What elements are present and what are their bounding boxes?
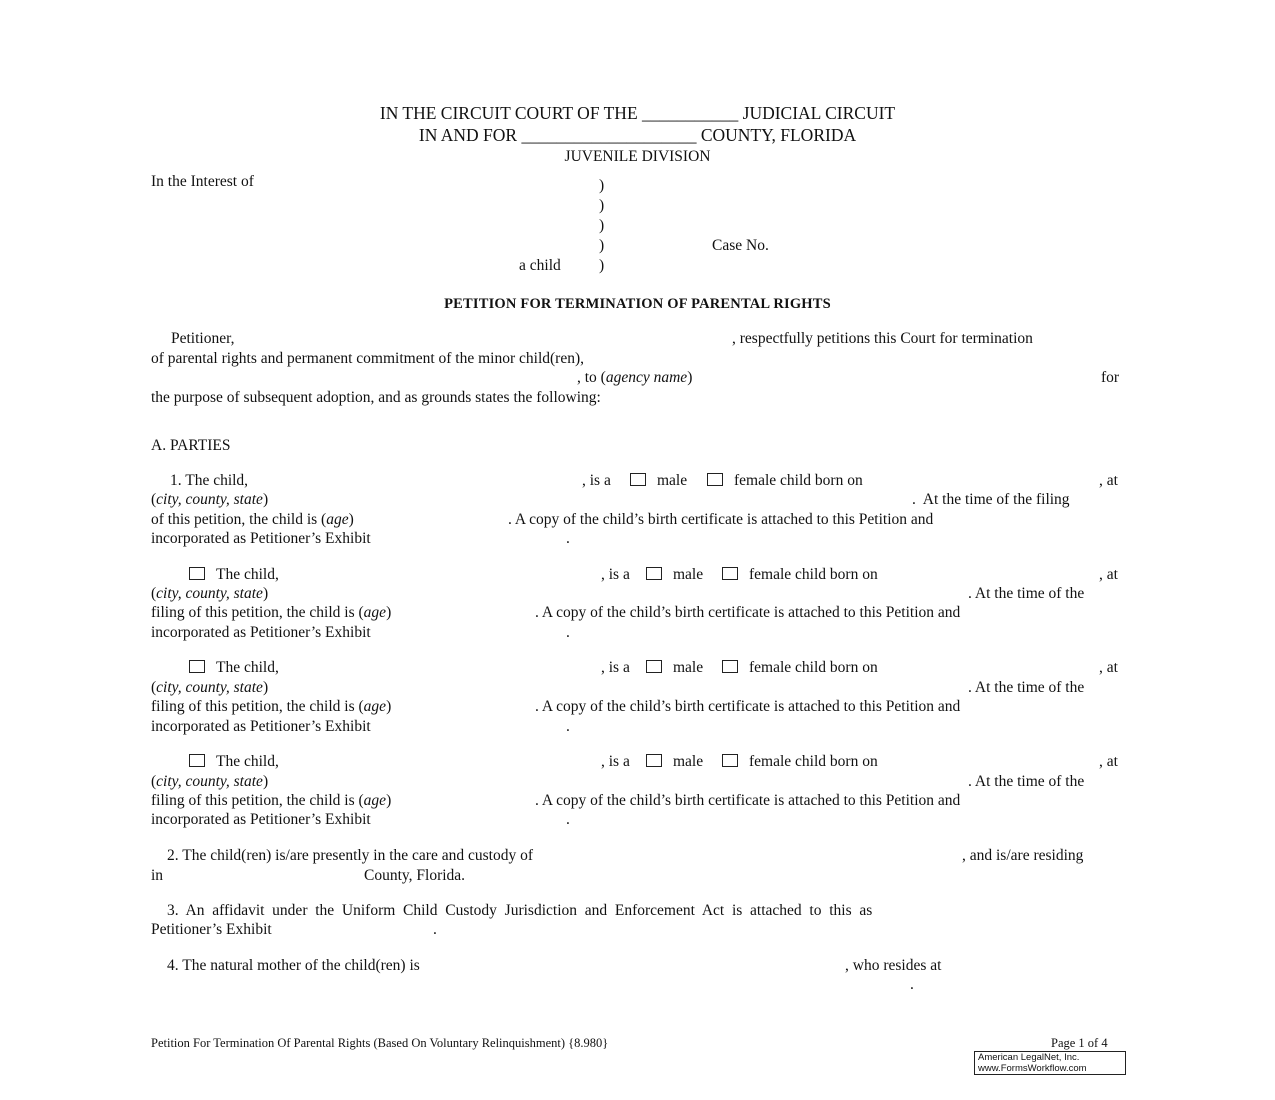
court-header-line1: IN THE CIRCUIT COURT OF THE ___________ JUDICIAL CIRCUIT — [379, 103, 896, 123]
child2-incorporated: incorporated as Petitioner’s Exhibit — [151, 624, 371, 641]
child4-checkbox[interactable] — [189, 754, 205, 767]
child4-male-label: male — [673, 753, 704, 770]
child4-at: , at — [1099, 753, 1118, 770]
child4-female-label: female child born on — [749, 753, 878, 770]
child3-at-time: . At the time of the — [968, 679, 1085, 696]
caption-paren: ) — [599, 237, 605, 254]
child3-checkbox[interactable] — [189, 660, 205, 673]
child2-copy: . A copy of the child’s birth certificate is attached to this Petition and — [535, 604, 961, 621]
in-interest-of: In the Interest of — [151, 173, 254, 190]
caption-paren: ) — [599, 257, 605, 274]
child4-copy: . A copy of the child’s birth certificate is attached to this Petition and — [535, 792, 961, 809]
intro-line4: the purpose of subsequent adoption, and as grounds states the following: — [151, 389, 601, 406]
child1-male-checkbox[interactable] — [630, 473, 646, 486]
court-header-line2: IN AND FOR ____________________ COUNTY, FLORIDA — [418, 125, 857, 145]
for-word: for — [1101, 369, 1120, 386]
case-number-label: Case No. — [712, 237, 769, 254]
item2-residing: , and is/are residing — [962, 847, 1084, 864]
americanlegalnet-logo — [974, 1051, 1126, 1075]
child3-male-label: male — [673, 659, 704, 676]
child1-female-label: female child born on — [734, 472, 863, 489]
logo-line1: American LegalNet, Inc. — [978, 1052, 1080, 1063]
child1-female-checkbox[interactable] — [707, 473, 723, 486]
child1-at: , at — [1099, 472, 1118, 489]
section-a-heading: A. PARTIES — [151, 437, 231, 454]
child3-female-label: female child born on — [749, 659, 878, 676]
child4-is-a: , is a — [601, 753, 630, 770]
child2-is-a: , is a — [601, 566, 630, 583]
item4-period: . — [910, 976, 914, 993]
child1-copy: . A copy of the child’s birth certificate is attached to this Petition and — [508, 511, 934, 528]
a-child-label: a child — [519, 257, 561, 274]
item2-line1: 2. The child(ren) is/are presently in the care and custody of — [167, 847, 533, 864]
petitioner-label: Petitioner, — [171, 330, 235, 347]
child1-incorporated: incorporated as Petitioner’s Exhibit — [151, 530, 371, 547]
child4-female-checkbox[interactable] — [722, 754, 738, 767]
court-division: JUVENILE DIVISION — [564, 148, 711, 165]
caption-paren: ) — [599, 177, 605, 194]
child2-at: , at — [1099, 566, 1118, 583]
petition-title: PETITION FOR TERMINATION OF PARENTAL RIGHTS — [444, 296, 831, 312]
child4-lead: The child, — [216, 753, 279, 770]
child2-female-label: female child born on — [749, 566, 878, 583]
child4-incorporated: incorporated as Petitioner’s Exhibit — [151, 811, 371, 828]
logo-line2: www.FormsWorkflow.com — [978, 1062, 1087, 1074]
child2-period: . — [566, 624, 570, 641]
child1-is-a: , is a — [582, 472, 611, 489]
child3-male-checkbox[interactable] — [646, 660, 662, 673]
child1-at-time: . At the time of the filing — [912, 491, 1070, 508]
child2-filing: filing of this petition, the child is (age) — [151, 604, 392, 621]
child4-at-time: . At the time of the — [968, 773, 1085, 790]
intro-line2: of parental rights and permanent commitment of the minor child(ren), — [151, 350, 585, 367]
child1-period: . — [566, 530, 570, 547]
child3-filing: filing of this petition, the child is (age) — [151, 698, 392, 715]
child4-filing: filing of this petition, the child is (age) — [151, 792, 392, 809]
item3-line2: Petitioner’s Exhibit — [151, 921, 272, 938]
item3-line1: 3. An affidavit under the Uniform Child Custody Jurisdiction and Enforcement Act is attached to this as — [167, 902, 873, 919]
child3-is-a: , is a — [601, 659, 630, 676]
child4-period: . — [566, 811, 570, 828]
item2-county: County, Florida. — [364, 867, 466, 884]
child2-female-checkbox[interactable] — [722, 567, 738, 580]
agency-line: , to (agency name) — [577, 369, 693, 386]
child4-city-label: (city, county, state) — [151, 773, 269, 790]
footer-page-number: Page 1 of 4 — [1051, 1036, 1108, 1050]
child1-male-label: male — [657, 472, 688, 489]
child4-male-checkbox[interactable] — [646, 754, 662, 767]
item2-in: in — [151, 867, 164, 884]
child2-male-checkbox[interactable] — [646, 567, 662, 580]
child3-female-checkbox[interactable] — [722, 660, 738, 673]
item3-period: . — [433, 921, 437, 938]
caption-paren: ) — [599, 217, 605, 234]
child2-city-label: (city, county, state) — [151, 585, 269, 602]
child2-male-label: male — [673, 566, 704, 583]
respectfully-text: , respectfully petitions this Court for termination — [732, 330, 1033, 347]
child3-copy: . A copy of the child’s birth certificate is attached to this Petition and — [535, 698, 961, 715]
child2-lead: The child, — [216, 566, 279, 583]
child3-incorporated: incorporated as Petitioner’s Exhibit — [151, 718, 371, 735]
item4-resides: , who resides at — [845, 957, 942, 974]
child1-filing: of this petition, the child is (age) — [151, 511, 354, 528]
child3-city-label: (city, county, state) — [151, 679, 269, 696]
child2-at-time: . At the time of the — [968, 585, 1085, 602]
child2-checkbox[interactable] — [189, 567, 205, 580]
child1-lead: 1. The child, — [170, 472, 249, 489]
child3-lead: The child, — [216, 659, 279, 676]
child3-period: . — [566, 718, 570, 735]
footer-form-title: Petition For Termination Of Parental Rights (Based On Voluntary Relinquishment) {8.980} — [151, 1036, 609, 1050]
child3-at: , at — [1099, 659, 1118, 676]
caption-paren: ) — [599, 197, 605, 214]
item4-line1: 4. The natural mother of the child(ren) is — [167, 957, 420, 974]
child1-city-label: (city, county, state) — [151, 491, 269, 508]
